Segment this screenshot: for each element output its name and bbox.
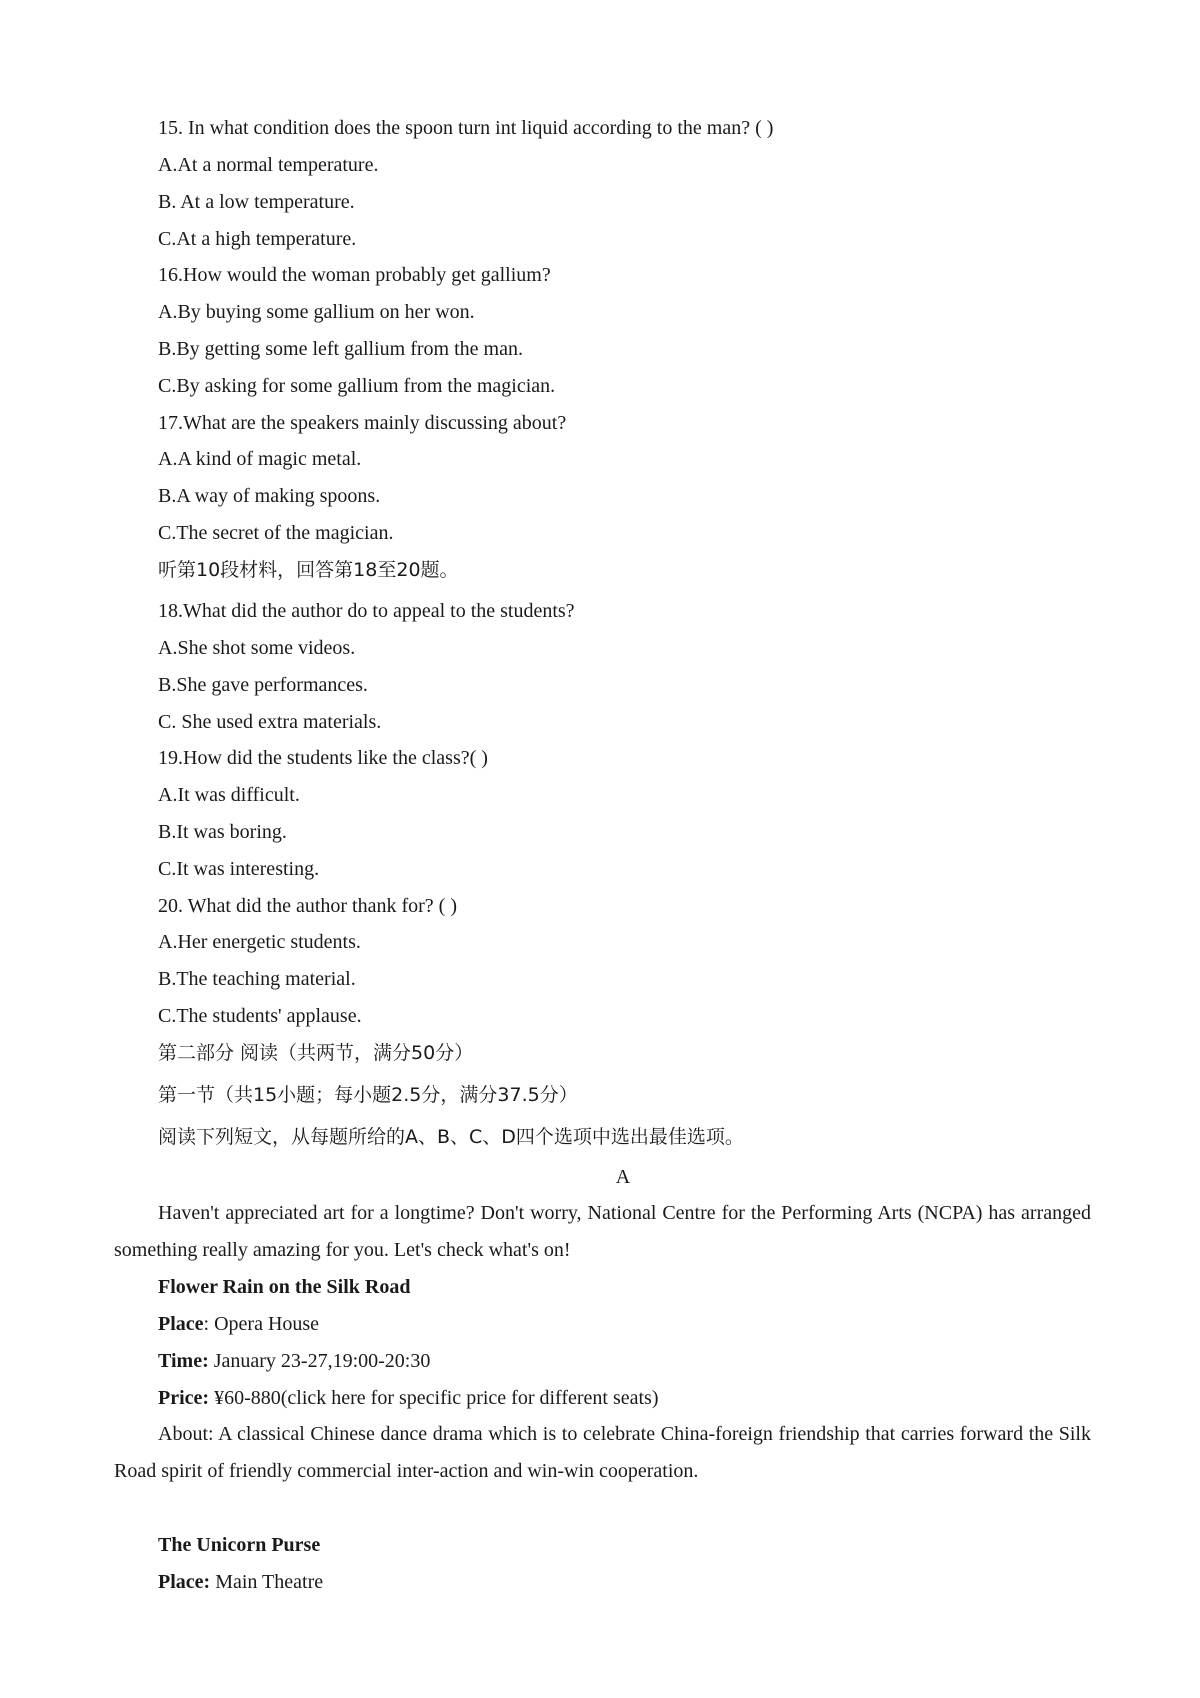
show-1-title: Flower Rain on the Silk Road [158, 1276, 411, 1298]
show-2-place-value: Main Theatre [210, 1571, 324, 1593]
question-20-stem: 20. What did the author thank for? ( ) [158, 895, 457, 917]
show-2-title: The Unicorn Purse [158, 1534, 321, 1556]
question-18-stem: 18.What did the author do to appeal to the students? [158, 600, 575, 622]
question-15-stem: 15. In what condition does the spoon turn int liquid according to the man? ( ) [158, 117, 774, 139]
question-19-option-c: C.It was interesting. [158, 858, 320, 880]
reading-instruction: 阅读下列短文，从每题所给的A、B、C、D四个选项中选出最佳选项。 [158, 1126, 744, 1148]
show-1-price-value: ¥60-880(click here for specific price for different seats) [209, 1387, 659, 1409]
question-17-option-a: A.A kind of magic metal. [158, 448, 362, 470]
show-2-place [158, 1570, 323, 1594]
question-16-option-c: C.By asking for some gallium from the magician. [158, 375, 556, 397]
question-18-option-c: C. She used extra materials. [158, 711, 382, 733]
question-15-option-a: A.At a normal temperature. [158, 154, 379, 176]
section-10-instruction: 听第10段材料，回答第18至20题。 [158, 559, 459, 581]
section-1-heading: 第一节（共15小题；每小题2.5分，满分37.5分） [158, 1084, 578, 1106]
question-15-option-c: C.At a high temperature. [158, 228, 357, 250]
question-20-option-b: B.The teaching material. [158, 968, 356, 990]
question-17-option-c: C.The secret of the magician. [158, 522, 394, 544]
show-1-place-label: Place [158, 1313, 204, 1335]
question-18-option-b: B.She gave performances. [158, 674, 368, 696]
question-17-option-b: B.A way of making spoons. [158, 485, 381, 507]
show-1-time-value: January 23-27,19:00-20:30 [208, 1350, 431, 1372]
question-17-stem: 17.What are the speakers mainly discussing about? [158, 412, 567, 434]
part-2-heading: 第二部分 阅读（共两节，满分50分） [158, 1042, 474, 1064]
question-16-stem: 16.How would the woman probably get gallium? [158, 264, 551, 286]
question-19-stem: 19.How did the students like the class?( ) [158, 747, 488, 769]
show-2-place-label: Place: [158, 1571, 211, 1593]
passage-letter: A [615, 1166, 631, 1188]
show-1-time-label: Time: [158, 1350, 209, 1372]
show-1-place [158, 1312, 319, 1336]
show-1-place-value: : Opera House [203, 1313, 320, 1335]
question-15-option-b: B. At a low temperature. [158, 191, 355, 213]
show-1-about: About: A classical Chinese dance drama which is to celebrate China-foreign friendship that carries forward the Silk Road spirit of friendly commercial inter-action and win-win cooperation. [114, 1423, 1091, 1482]
show-1-price-label: Price: [158, 1387, 210, 1409]
question-19-option-a: A.It was difficult. [158, 784, 300, 806]
question-20-option-c: C.The students' applause. [158, 1005, 362, 1027]
show-1-price [158, 1386, 659, 1410]
question-19-option-b: B.It was boring. [158, 821, 287, 843]
question-16-option-b: B.By getting some left gallium from the man. [158, 338, 523, 360]
question-16-option-a: A.By buying some gallium on her won. [158, 301, 475, 323]
question-18-option-a: A.She shot some videos. [158, 637, 356, 659]
question-20-option-a: A.Her energetic students. [158, 931, 361, 953]
show-1-time [158, 1349, 430, 1373]
passage-intro: Haven't appreciated art for a longtime? Don't worry, National Centre for the Performing Arts (NCPA) has arranged something really amazing for you. Let's check what's on! [114, 1202, 1091, 1261]
